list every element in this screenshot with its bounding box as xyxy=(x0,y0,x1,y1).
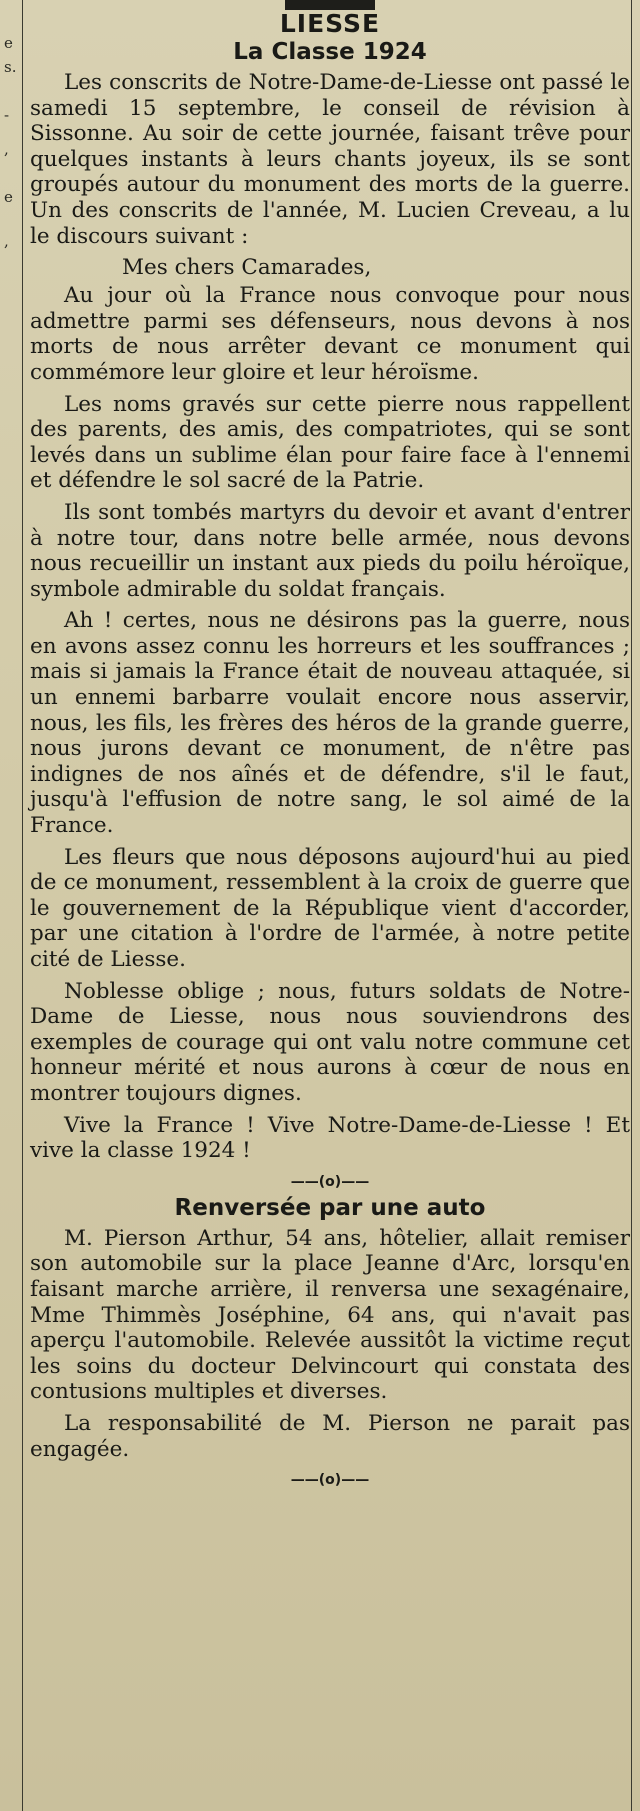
column-fragment: , xyxy=(4,232,9,250)
speech-paragraph: Au jour où la France nous convoque pour nous admettre parmi ses défenseurs, nous devons à nos morts de nous arrêter devant ce monument qui commémore leur gloire et leur héroïsme. xyxy=(30,283,630,385)
second-article-title: Renversée par une auto xyxy=(174,1194,486,1221)
column-fragment: , xyxy=(4,140,9,158)
column-fragment: s. xyxy=(4,58,17,76)
article-title: La Classe 1924 xyxy=(233,39,427,65)
speech-paragraph: Les noms gravés sur cette pierre nous rappellent des parents, des amis, des compatriotes, qui se sont levés dans un sublime élan pour faire face à l'ennemi et défendre le sol sacré de la Patrie. xyxy=(30,391,630,494)
speech-paragraph: Les fleurs que nous déposons aujourd'hui au pied de ce monument, ressemblent à la croix de guerre que le gouvernement de la République vient d'accorder, par une citation à l'ordre de l'armée, à notre petite cité de Liesse. xyxy=(30,844,630,972)
article-intro: Les conscrits de Notre-Dame-de-Liesse ont passé le samedi 15 septembre, le conseil de révision à Sissonne. Au soir de cette journée, faisant trêve pour quelques instants à leurs chants joyeux, ils se sont groupés autour du monument des morts de la guerre. Un des conscrits de l'année, M. Lucien Creveau, a lu le discours suivant : xyxy=(30,70,630,249)
column-fragment: e xyxy=(4,34,13,52)
article-place: LIESSE xyxy=(279,9,381,38)
speech-paragraph: Ils sont tombés martyrs du devoir et avant d'entrer à notre tour, dans notre belle armée, nous devons nous recueillir un instant aux pieds du poilu héroïque, symbole admirable du soldat français. xyxy=(30,499,630,602)
speech-paragraph: Noblesse oblige ; nous, futurs soldats de Notre-Dame de Liesse, nous nous souviendrons des exemples de courage qui ont valu notre commune cet honneur mérité et nous aurons à cœur de nous en montrer toujours dignes. xyxy=(30,978,630,1106)
news-paragraph: La responsabilité de M. Pierson ne parait pas engagée. xyxy=(30,1410,630,1462)
news-paragraph: M. Pierson Arthur, 54 ans, hôtelier, allait remiser son automobile sur la place Jeanne d'Arc, lorsqu'en faisant marche arrière, il renversa une sexagénaire, Mme Thimmès Joséphine, 64 ans, qui n'avait pas aperçu l'automobile. Relevée aussitôt la victime reçut les soins du docteur Delvincourt qui constata des contusions multiples et diverses. xyxy=(30,1225,630,1405)
article-column xyxy=(30,0,630,1492)
section-separator: ——(o)—— xyxy=(290,1173,370,1190)
column-fragment: - xyxy=(4,106,10,124)
end-separator: ——(o)—— xyxy=(290,1472,370,1489)
adjacent-column-left xyxy=(0,0,23,1811)
speech-paragraph: Ah ! certes, nous ne désirons pas la guerre, nous en avons assez connu les horreurs et les souffrances ; mais si jamais la France était de nouveau attaquée, si un ennemi barbarre voulait encore nous asservir, nous, les fils, les frères des héros de la grande guerre, nous jurons devant ce monument, de n'être pas indignes de nos aînés et de défendre, s'il le faut, jusqu'à l'effusion de notre sang, le sol aimé de la France. xyxy=(30,608,630,839)
speech-salutation: Mes chers Camarades, xyxy=(122,255,372,281)
column-fragment: e xyxy=(4,188,13,206)
adjacent-column-right xyxy=(631,0,640,1811)
speech-closing: Vive la France ! Vive Notre-Dame-de-Liesse ! Et vive la classe 1924 ! xyxy=(30,1112,630,1164)
